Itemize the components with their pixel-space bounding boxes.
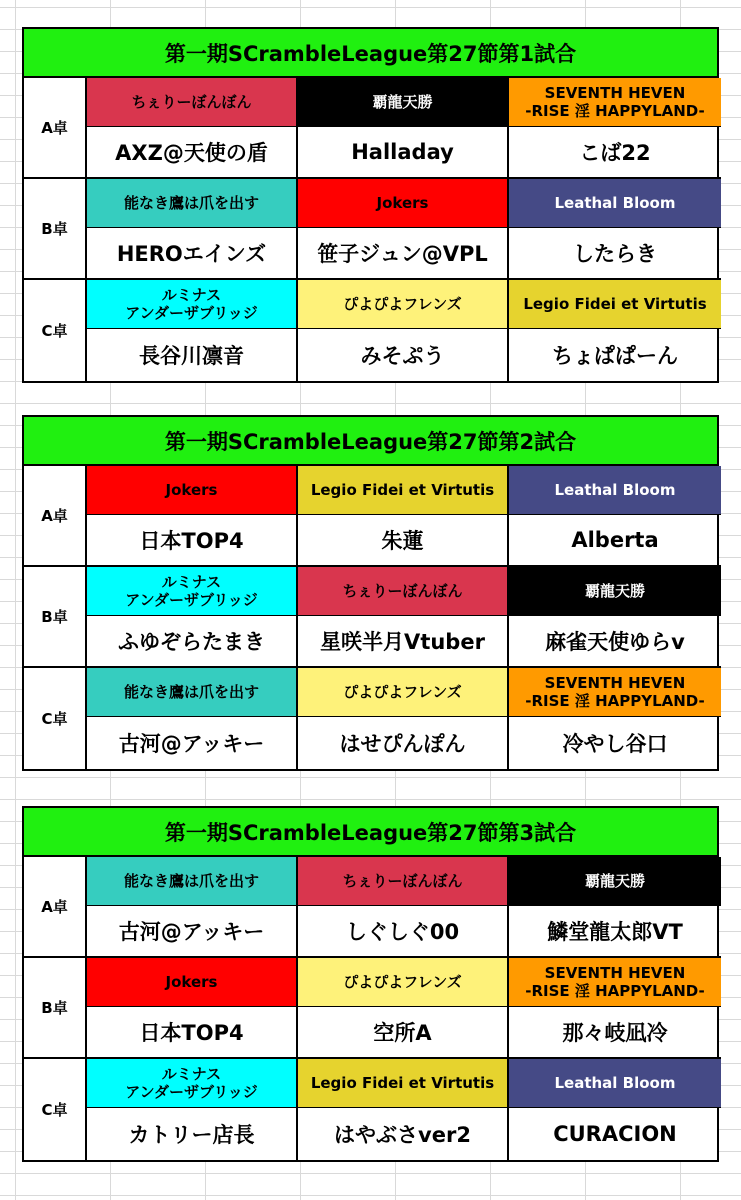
team-cell [298,179,509,228]
team-name: Leathal Bloom [554,1074,676,1092]
player-cell: はやぶさver2 [298,1108,509,1160]
team-cell [298,466,509,515]
team-cell [509,280,721,329]
team-name: ルミナス [161,1065,222,1083]
player-cell: 朱蓮 [298,515,509,567]
team-name: Jokers [165,973,218,991]
player-cell: CURACION [553,1122,677,1146]
team-name: Leathal Bloom [554,194,676,212]
player-cell: したらき [509,228,721,280]
team-cell [509,179,721,228]
team-name: 覇龍天勝 [584,582,645,600]
table-label: C卓 [24,668,87,769]
team-name: ちぇりーぼんぼん [131,93,252,111]
player-cell: カトリー店長 [87,1108,298,1160]
match-title: 第一期SCrambleLeague第27節第2試合 [22,415,719,466]
table-label: C卓 [24,280,87,381]
team-name: ぴよぴよフレンズ [343,295,462,313]
team-name: 能なき鷹は爪を出す [123,683,259,701]
team-cell [87,179,298,228]
team-name: 能なき鷹は爪を出す [123,872,259,890]
team-name: Legio Fidei et Virtutis [310,481,495,499]
team-name: Legio Fidei et Virtutis [523,295,707,313]
team-cell [298,668,509,717]
team-name: ぴよぴよフレンズ [343,683,462,701]
player-cell: Alberta [509,515,721,567]
team-name: ぴよぴよフレンズ [343,973,462,991]
table-label: B卓 [24,567,87,668]
team-cell [87,466,298,515]
team-name: 覇龍天勝 [584,872,645,890]
team-cell [509,857,721,906]
team-name: ルミナス [161,573,222,591]
team-name: -RISE 淫 HAPPYLAND- [525,692,705,710]
player-cell: 古河@アッキー [87,717,298,769]
team-cell [298,78,509,127]
player-cell: 空所A [298,1007,509,1059]
table-label: A卓 [24,466,87,567]
table-label: B卓 [24,958,87,1059]
team-cell [509,567,721,616]
player-cell: AXZ@天使の盾 [87,127,298,179]
team-name: ちぇりーぼんぼん [342,582,463,600]
team-name: ルミナス [161,286,222,304]
table-label: B卓 [24,179,87,280]
team-cell [298,857,509,906]
team-name: ちぇりーぼんぼん [342,872,463,890]
player-cell: 麻雀天使ゆらv [509,616,721,668]
match-title: 第一期SCrambleLeague第27節第3試合 [22,806,719,857]
team-cell [87,78,298,127]
player-cell: 日本TOP4 [87,1007,298,1059]
team-name: -RISE 淫 HAPPYLAND- [525,102,705,120]
team-cell [298,280,509,329]
player-cell: 鱗堂龍太郎VT [509,906,721,958]
team-cell [87,668,298,717]
table-label: A卓 [24,857,87,958]
team-cell [509,78,721,127]
team-name: 能なき鷹は爪を出す [123,194,259,212]
team-name: -RISE 淫 HAPPYLAND- [525,982,705,1000]
team-cell [509,466,721,515]
player-cell: はせぴんぽん [298,717,509,769]
team-cell [87,567,298,616]
player-cell: 冷やし谷口 [562,732,668,756]
player-cell: 那々岐凪冷 [509,1007,721,1059]
team-cell [87,958,298,1007]
team-name: アンダーザブリッジ [125,1083,258,1101]
player-cell: 日本TOP4 [87,515,298,567]
player-cell: HEROエインズ [87,228,298,280]
match-block [22,806,719,1162]
match-grid [22,78,719,383]
team-cell [298,1059,509,1108]
match-title: 第一期SCrambleLeague第27節第1試合 [22,27,719,78]
team-name: Legio Fidei et Virtutis [310,1074,495,1092]
player-cell: しぐしぐ00 [298,906,509,958]
team-name: アンダーザブリッジ [125,304,258,322]
table-label: A卓 [24,78,87,179]
player-cell: 長谷川凛音 [87,329,298,381]
table-label: C卓 [24,1059,87,1160]
player-cell: みそぷう [298,329,509,381]
team-cell [298,958,509,1007]
player-cell: ちょぱぱーん [552,344,678,368]
team-cell [87,1059,298,1108]
match-block [22,27,719,383]
team-name: Jokers [165,481,218,499]
team-cell [509,1059,721,1108]
team-cell [87,857,298,906]
team-cell [509,668,721,717]
team-cell [87,280,298,329]
match-grid [22,466,719,771]
match-grid [22,857,719,1162]
team-name: 覇龍天勝 [372,93,433,111]
player-cell: ふゆぞらたまき [87,616,298,668]
player-cell: 古河@アッキー [87,906,298,958]
player-cell: 笹子ジュン@VPL [298,228,509,280]
team-name: SEVENTH HEVEN [544,964,686,982]
player-cell: Halladay [298,127,509,179]
team-name: Jokers [376,194,429,212]
team-name: SEVENTH HEVEN [544,84,686,102]
team-cell [298,567,509,616]
team-name: Leathal Bloom [554,481,676,499]
player-cell: こば22 [509,127,721,179]
player-cell: 星咲半月Vtuber [298,616,509,668]
team-cell [509,958,721,1007]
team-name: アンダーザブリッジ [125,591,258,609]
match-block [22,415,719,771]
team-name: SEVENTH HEVEN [544,674,686,692]
